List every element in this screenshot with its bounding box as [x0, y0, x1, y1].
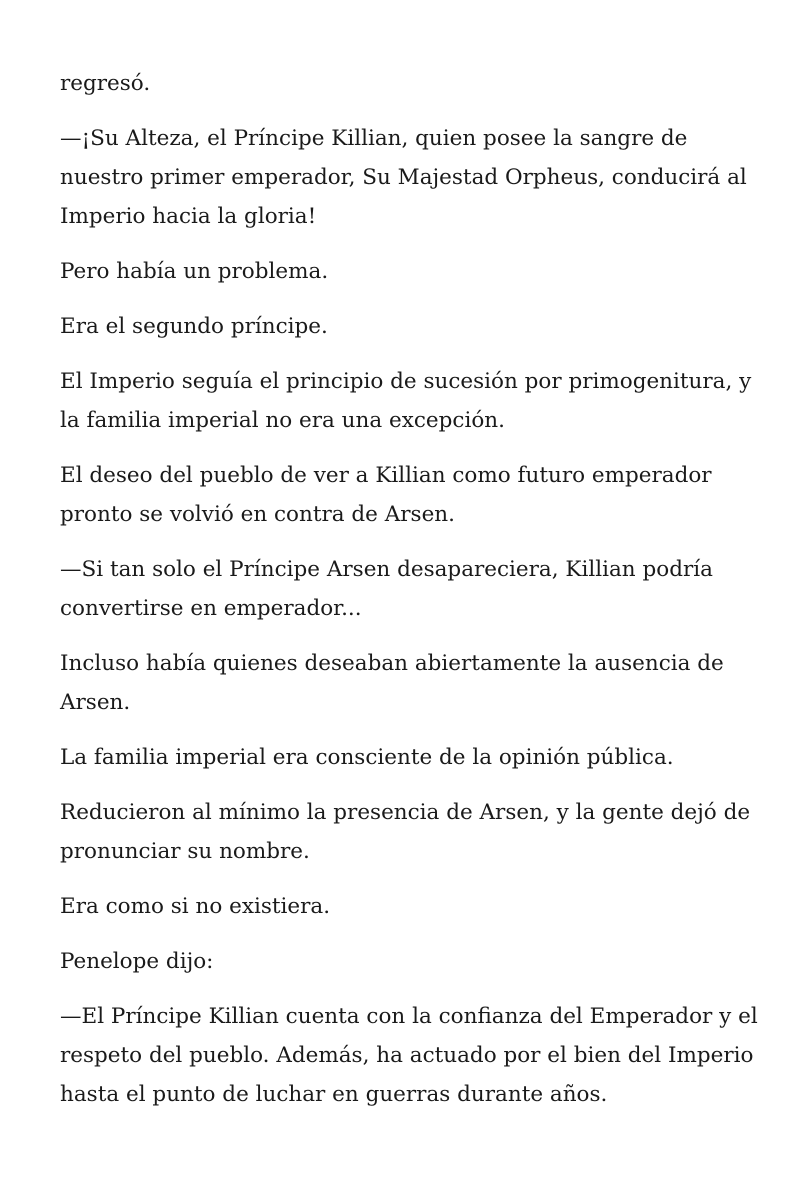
paragraph: El deseo del pueblo de ver a Killian como futuro emperador pronto se volvió en contra de Arsen. [60, 463, 712, 527]
paragraph: El Imperio seguía el principio de sucesión por primogenitura, y la familia imperial no era una excepción. [60, 369, 752, 433]
document-page [60, 64, 760, 1130]
paragraph: —El Príncipe Killian cuenta con la confianza del Emperador y el respeto del pueblo. Además, ha actuado por el bien del Imperio hasta el punto de luchar en guerras durante años. [60, 1004, 758, 1107]
paragraph: Incluso había quienes deseaban abiertamente la ausencia de Arsen. [60, 651, 724, 715]
paragraph: Pero había un problema. [60, 259, 329, 284]
paragraph: —¡Su Alteza, el Príncipe Killian, quien posee la sangre de nuestro primer emperador, Su Majestad Orpheus, conducirá al Imperio hacia la gloria! [60, 126, 747, 229]
paragraph: Reducieron al mínimo la presencia de Arsen, y la gente dejó de pronunciar su nombre. [60, 800, 751, 864]
paragraph: —Si tan solo el Príncipe Arsen desapareciera, Killian podría convertirse en emperador... [60, 557, 713, 621]
paragraph: Era el segundo príncipe. [60, 314, 328, 339]
paragraph: Era como si no existiera. [60, 894, 331, 919]
paragraph: La familia imperial era consciente de la opinión pública. [60, 745, 674, 770]
paragraph: regresó. [60, 71, 151, 96]
paragraph: Penelope dijo: [60, 949, 214, 974]
